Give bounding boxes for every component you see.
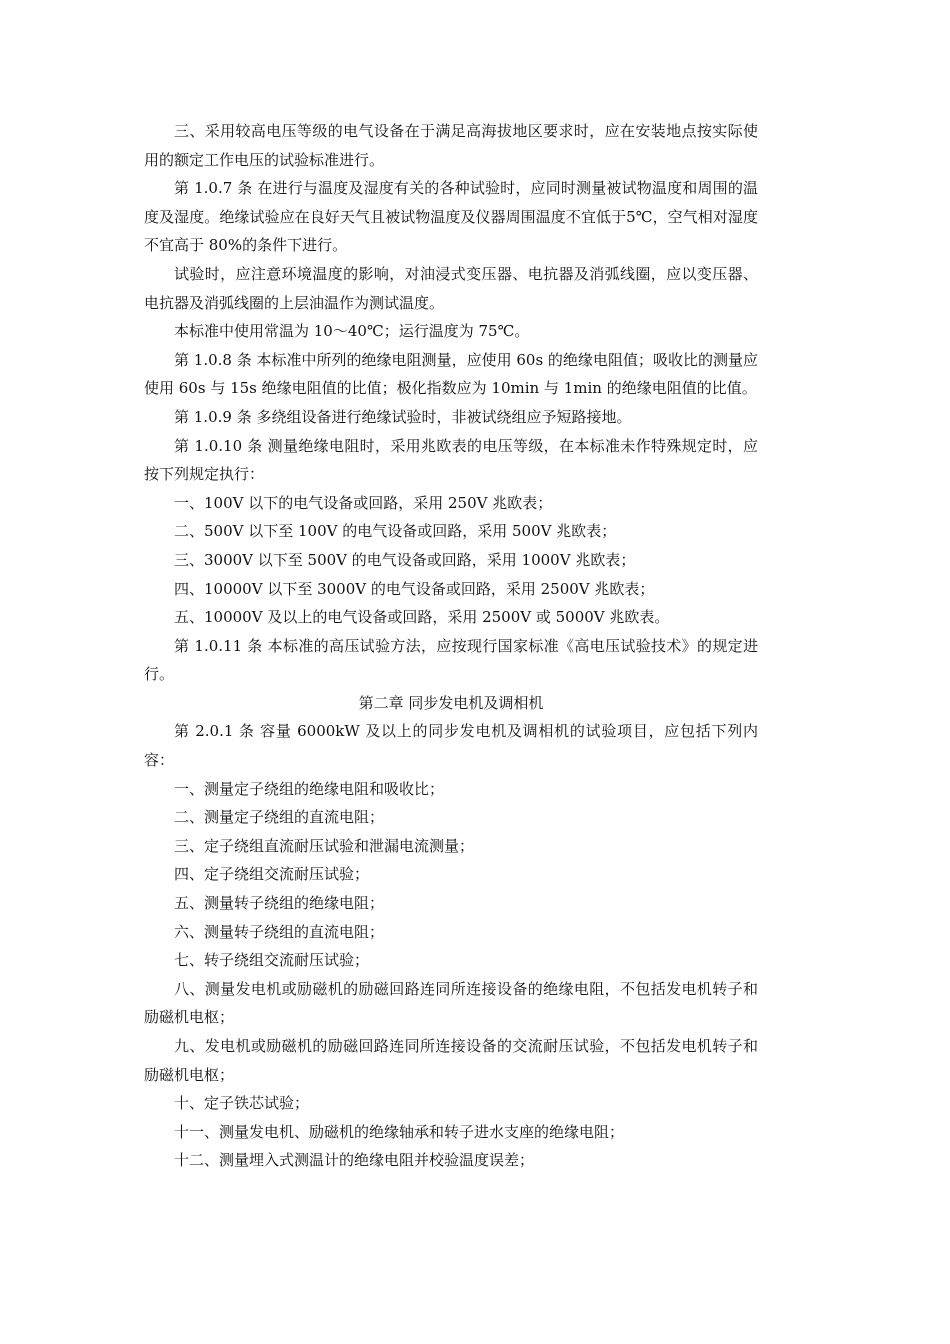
list-item-test-9: 九、发电机或励磁机的励磁回路连同所连接设备的交流耐压试验，不包括发电机转子和励磁机电枢； xyxy=(144,1037,758,1084)
document-page xyxy=(144,117,758,1175)
list-item-megger-500v: 二、500V 以下至 100V 的电气设备或回路，采用 500V 兆欧表； xyxy=(174,522,617,541)
paragraph-clause-1-0-8: 第 1.0.8 条 本标准中所列的绝缘电阻测量，应使用 60s 的绝缘电阻值；吸收比的测量应使用 60s 与 15s 绝缘电阻值的比值；极化指数应为 10min 与 1min 的绝缘电阻值的比值。 xyxy=(144,350,758,398)
list-item-test-7: 七、转子绕组交流耐压试验； xyxy=(174,951,370,970)
paragraph-clause-1-0-10: 第 1.0.10 条 测量绝缘电阻时，采用兆欧表的电压等级，在本标准未作特殊规定时，应按下列规定执行： xyxy=(144,436,758,484)
list-item-test-11: 十一、测量发电机、励磁机的绝缘轴承和转子进水支座的绝缘电阻； xyxy=(174,1122,625,1141)
paragraph-1-clause-3: 三、采用较高电压等级的电气设备在于满足高海拔地区要求时，应在安装地点按实际使用的额定工作电压的试验标准进行。 xyxy=(144,122,758,169)
list-item-test-8: 八、测量发电机或励磁机的励磁回路连同所连接设备的绝缘电阻，不包括发电机转子和励磁机电枢； xyxy=(144,979,758,1027)
list-item-test-1: 一、测量定子绕组的绝缘电阻和吸收比； xyxy=(174,779,445,798)
list-item-test-6: 六、测量转子绕组的直流电阻； xyxy=(174,922,385,941)
list-item-megger-250v: 一、100V 以下的电气设备或回路，采用 250V 兆欧表； xyxy=(174,493,553,512)
list-item-test-4: 四、定子绕组交流耐压试验； xyxy=(174,865,370,884)
chapter-heading: 第二章 同步发电机及调相机 xyxy=(358,693,544,712)
list-item-test-2: 二、测量定子绕组的直流电阻； xyxy=(174,808,385,827)
paragraph-test-temperature: 试验时，应注意环境温度的影响，对油浸式变压器、电抗器及消弧线圈，应以变压器、电抗器及消弧线圈的上层油温作为测试温度。 xyxy=(144,264,758,312)
list-item-megger-1000v: 三、3000V 以下至 500V 的电气设备或回路，采用 1000V 兆欧表； xyxy=(174,550,636,569)
list-item-megger-2500v: 四、10000V 以下至 3000V 的电气设备或回路，采用 2500V 兆欧表； xyxy=(174,579,655,598)
list-item-test-12: 十二、测量埋入式测温计的绝缘电阻并校验温度误差； xyxy=(174,1151,535,1170)
list-item-test-10: 十、定子铁芯试验； xyxy=(174,1094,310,1113)
list-item-test-3: 三、定子绕组直流耐压试验和泄漏电流测量； xyxy=(174,836,475,855)
paragraph-normal-temperature: 本标准中使用常温为 10～40℃；运行温度为 75℃。 xyxy=(174,322,530,341)
paragraph-clause-1-0-7: 第 1.0.7 条 在进行与温度及湿度有关的各种试验时，应同时测量被试物温度和周围的温度及湿度。绝缘试验应在良好天气且被试物温度及仪器周围温度不宜低于5℃，空气相对湿度不宜高于 80%的条件下进行。 xyxy=(144,179,758,255)
list-item-megger-5000v: 五、10000V 及以上的电气设备或回路，采用 2500V 或 5000V 兆欧表。 xyxy=(174,608,670,627)
list-item-test-5: 五、测量转子绕组的绝缘电阻； xyxy=(174,894,385,913)
paragraph-clause-1-0-11: 第 1.0.11 条 本标准的高压试验方法，应按现行国家标准《高电压试验技术》的规定进行。 xyxy=(144,636,758,684)
paragraph-clause-1-0-9: 第 1.0.9 条 多绕组设备进行绝缘试验时，非被试绕组应予短路接地。 xyxy=(174,407,632,426)
paragraph-clause-2-0-1: 第 2.0.1 条 容量 6000kW 及以上的同步发电机及调相机的试验项目，应包括下列内容： xyxy=(144,722,758,770)
